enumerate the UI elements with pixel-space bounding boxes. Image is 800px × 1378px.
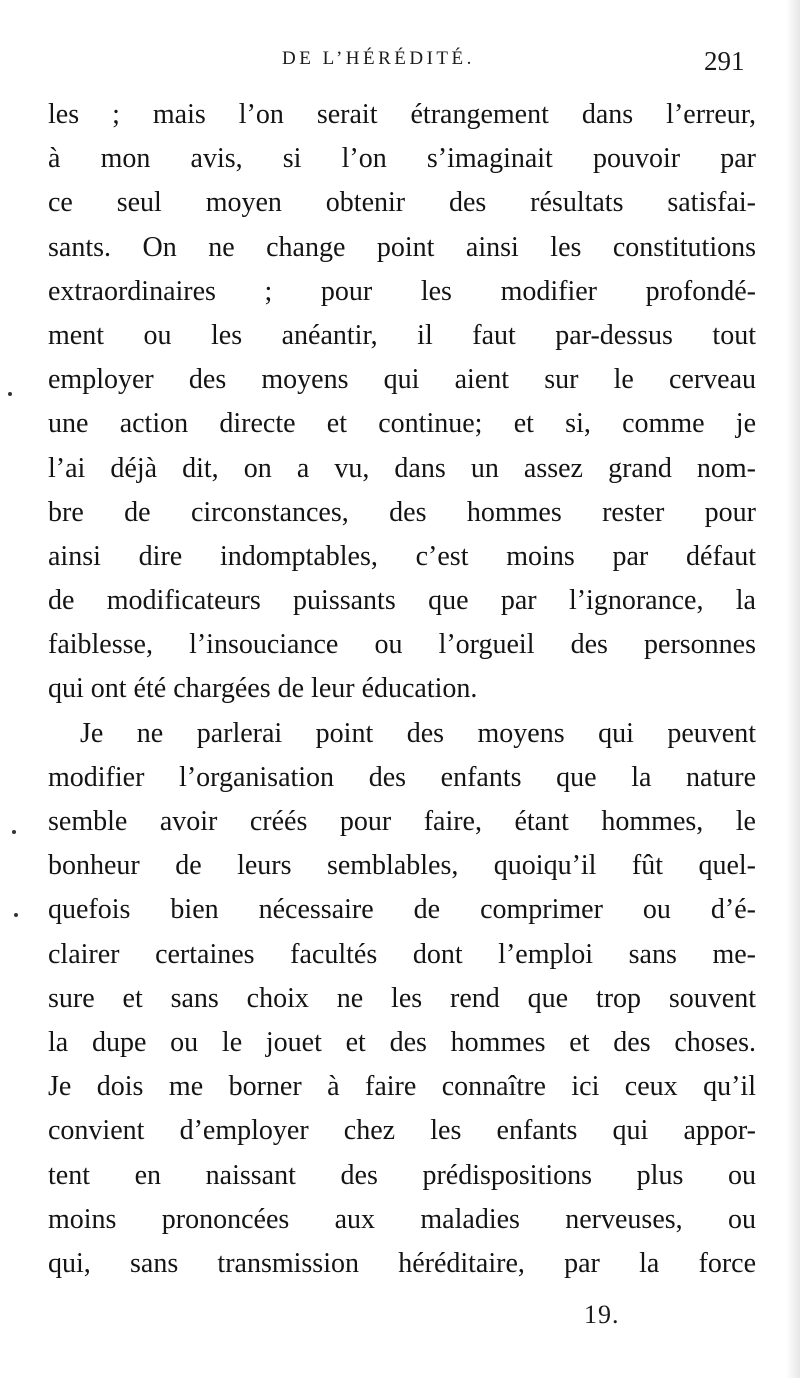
page-edge-shadow: [786, 0, 800, 1378]
text-line: bonheur de leurs semblables, quoiqu’il fût quel-: [48, 850, 756, 882]
text-line: à mon avis, si l’on s’imaginait pouvoir par: [48, 143, 756, 175]
text-line: faiblesse, l’insouciance ou l’orgueil des personnes: [48, 629, 756, 661]
text-line: extraordinaires ; pour les modifier profondé-: [48, 275, 756, 307]
text-line: employer des moyens qui aient sur le cerveau: [48, 364, 756, 396]
text-line: ment ou les anéantir, il faut par-dessus tout: [48, 319, 756, 351]
text-line-paragraph-end: qui ont été chargées de leur éducation.: [48, 673, 478, 705]
text-line: la dupe ou le jouet et des hommes et des choses.: [48, 1026, 756, 1058]
page-number: 291: [704, 46, 745, 76]
text-line: une action directe et continue; et si, comme je: [48, 408, 756, 440]
text-line: Je dois me borner à faire connaître ici ceux qu’il: [48, 1071, 756, 1103]
text-line: quefois bien nécessaire de comprimer ou d’é-: [48, 894, 756, 926]
text-line: sants. On ne change point ainsi les constitutions: [48, 231, 756, 263]
text-line-paragraph-start: Je ne parlerai point des moyens qui peuvent: [80, 717, 756, 749]
text-line: moins prononcées aux maladies nerveuses, ou: [48, 1203, 756, 1235]
scan-speck: [8, 392, 12, 396]
text-line: l’ai déjà dit, on a vu, dans un assez grand nom-: [48, 452, 756, 484]
text-line: clairer certaines facultés dont l’emploi sans me-: [48, 938, 756, 970]
text-line: sure et sans choix ne les rend que trop souvent: [48, 982, 756, 1014]
text-line: ainsi dire indomptables, c’est moins par défaut: [48, 540, 756, 572]
scan-speck: [14, 913, 18, 917]
running-head: [0, 46, 800, 76]
text-line: modifier l’organisation des enfants que la nature: [48, 761, 756, 793]
text-line: les ; mais l’on serait étrangement dans l’erreur,: [48, 99, 756, 130]
text-line: qui, sans transmission héréditaire, par la force: [48, 1247, 756, 1279]
text-line: semble avoir créés pour faire, étant hommes, le: [48, 806, 756, 837]
scan-speck: [12, 830, 16, 834]
running-title: DE L’HÉRÉDITÉ.: [282, 48, 475, 69]
body-text: [48, 93, 756, 1286]
signature-mark: 19.: [584, 1300, 620, 1329]
text-line: convient d’employer chez les enfants qui appor-: [48, 1115, 756, 1147]
text-line: ce seul moyen obtenir des résultats satisfai-: [48, 187, 756, 219]
text-line: de modificateurs puissants que par l’ignorance, la: [48, 585, 756, 617]
text-line: tent en naissant des prédispositions plus ou: [48, 1159, 756, 1191]
text-line: bre de circonstances, des hommes rester pour: [48, 496, 756, 528]
